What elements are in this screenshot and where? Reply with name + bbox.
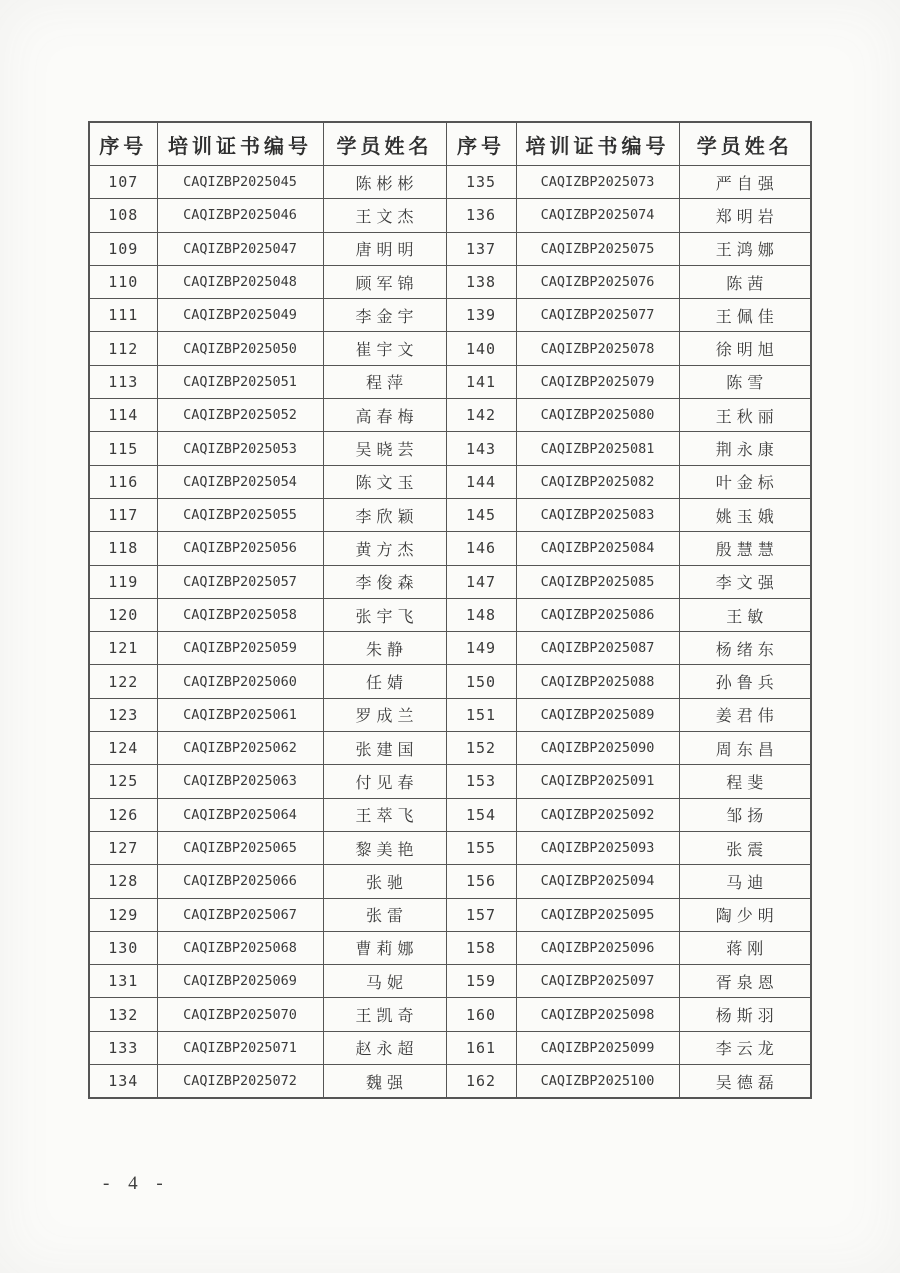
name-cell: 陈彬彬 xyxy=(323,166,446,199)
certificate-cell: CAQIZBP2025070 xyxy=(157,998,323,1031)
certificate-cell: CAQIZBP2025098 xyxy=(516,998,679,1031)
table-row xyxy=(89,332,811,365)
table-row xyxy=(89,399,811,432)
certificate-cell: CAQIZBP2025097 xyxy=(516,965,679,998)
serial-cell: 137 xyxy=(446,232,516,265)
certificate-cell: CAQIZBP2025074 xyxy=(516,199,679,232)
table-row xyxy=(89,1065,811,1099)
serial-cell: 151 xyxy=(446,698,516,731)
table-row xyxy=(89,598,811,631)
table-row xyxy=(89,698,811,731)
serial-cell: 146 xyxy=(446,532,516,565)
serial-cell: 132 xyxy=(89,998,157,1031)
certificate-cell: CAQIZBP2025096 xyxy=(516,931,679,964)
table-row xyxy=(89,465,811,498)
certificate-cell: CAQIZBP2025091 xyxy=(516,765,679,798)
name-cell: 吴晓芸 xyxy=(323,432,446,465)
page-number: - 4 - xyxy=(103,1173,170,1194)
certificate-cell: CAQIZBP2025093 xyxy=(516,831,679,864)
table-row xyxy=(89,898,811,931)
name-cell: 荆永康 xyxy=(679,432,811,465)
name-cell: 魏强 xyxy=(323,1065,446,1099)
certificate-cell: CAQIZBP2025083 xyxy=(516,498,679,531)
table-row xyxy=(89,831,811,864)
serial-cell: 108 xyxy=(89,199,157,232)
serial-cell: 110 xyxy=(89,265,157,298)
name-cell: 程斐 xyxy=(679,765,811,798)
name-cell: 殷慧慧 xyxy=(679,532,811,565)
name-cell: 周东昌 xyxy=(679,732,811,765)
certificate-cell: CAQIZBP2025087 xyxy=(516,632,679,665)
name-cell: 张驰 xyxy=(323,865,446,898)
certificate-cell: CAQIZBP2025051 xyxy=(157,365,323,398)
certificate-cell: CAQIZBP2025061 xyxy=(157,698,323,731)
serial-cell: 113 xyxy=(89,365,157,398)
serial-cell: 147 xyxy=(446,565,516,598)
table-row xyxy=(89,765,811,798)
name-cell: 姜君伟 xyxy=(679,698,811,731)
serial-cell: 159 xyxy=(446,965,516,998)
certificate-cell: CAQIZBP2025055 xyxy=(157,498,323,531)
serial-cell: 136 xyxy=(446,199,516,232)
table-row xyxy=(89,865,811,898)
serial-cell: 152 xyxy=(446,732,516,765)
certificate-cell: CAQIZBP2025092 xyxy=(516,798,679,831)
serial-cell: 117 xyxy=(89,498,157,531)
name-cell: 王鸿娜 xyxy=(679,232,811,265)
name-cell: 马妮 xyxy=(323,965,446,998)
certificate-cell: CAQIZBP2025086 xyxy=(516,598,679,631)
certificate-cell: CAQIZBP2025067 xyxy=(157,898,323,931)
table-row xyxy=(89,232,811,265)
serial-cell: 139 xyxy=(446,299,516,332)
name-cell: 赵永超 xyxy=(323,1031,446,1064)
certificate-cell: CAQIZBP2025068 xyxy=(157,931,323,964)
name-cell: 王敏 xyxy=(679,598,811,631)
name-cell: 胥泉恩 xyxy=(679,965,811,998)
serial-cell: 144 xyxy=(446,465,516,498)
name-cell: 李欣颖 xyxy=(323,498,446,531)
serial-cell: 153 xyxy=(446,765,516,798)
certificate-cell: CAQIZBP2025089 xyxy=(516,698,679,731)
table-row xyxy=(89,265,811,298)
table-row xyxy=(89,732,811,765)
name-cell: 张雷 xyxy=(323,898,446,931)
certificate-cell: CAQIZBP2025073 xyxy=(516,166,679,199)
certificate-cell: CAQIZBP2025090 xyxy=(516,732,679,765)
table-row xyxy=(89,299,811,332)
table-row xyxy=(89,798,811,831)
serial-cell: 155 xyxy=(446,831,516,864)
table-header-row xyxy=(89,122,811,166)
serial-cell: 128 xyxy=(89,865,157,898)
serial-cell: 127 xyxy=(89,831,157,864)
serial-cell: 148 xyxy=(446,598,516,631)
header-certificate-right: 培训证书编号 xyxy=(516,122,679,166)
serial-cell: 122 xyxy=(89,665,157,698)
serial-cell: 123 xyxy=(89,698,157,731)
serial-cell: 150 xyxy=(446,665,516,698)
header-name-right: 学员姓名 xyxy=(679,122,811,166)
certificate-cell: CAQIZBP2025075 xyxy=(516,232,679,265)
serial-cell: 107 xyxy=(89,166,157,199)
serial-cell: 130 xyxy=(89,931,157,964)
serial-cell: 135 xyxy=(446,166,516,199)
serial-cell: 162 xyxy=(446,1065,516,1099)
name-cell: 罗成兰 xyxy=(323,698,446,731)
name-cell: 黄方杰 xyxy=(323,532,446,565)
certificate-cell: CAQIZBP2025050 xyxy=(157,332,323,365)
name-cell: 顾军锦 xyxy=(323,265,446,298)
table-row xyxy=(89,532,811,565)
name-cell: 马迪 xyxy=(679,865,811,898)
trainee-roster-table xyxy=(88,121,812,1099)
table-row xyxy=(89,1031,811,1064)
name-cell: 程萍 xyxy=(323,365,446,398)
serial-cell: 129 xyxy=(89,898,157,931)
roster-table-body xyxy=(89,166,811,1099)
certificate-cell: CAQIZBP2025048 xyxy=(157,265,323,298)
roster-table xyxy=(88,121,812,1099)
table-row xyxy=(89,931,811,964)
serial-cell: 154 xyxy=(446,798,516,831)
name-cell: 王秋丽 xyxy=(679,399,811,432)
certificate-cell: CAQIZBP2025062 xyxy=(157,732,323,765)
name-cell: 蒋刚 xyxy=(679,931,811,964)
name-cell: 李俊森 xyxy=(323,565,446,598)
certificate-cell: CAQIZBP2025079 xyxy=(516,365,679,398)
name-cell: 朱静 xyxy=(323,632,446,665)
table-row xyxy=(89,199,811,232)
certificate-cell: CAQIZBP2025082 xyxy=(516,465,679,498)
certificate-cell: CAQIZBP2025084 xyxy=(516,532,679,565)
serial-cell: 112 xyxy=(89,332,157,365)
header-serial-left: 序号 xyxy=(89,122,157,166)
table-row xyxy=(89,565,811,598)
name-cell: 陶少明 xyxy=(679,898,811,931)
name-cell: 陈茜 xyxy=(679,265,811,298)
table-row xyxy=(89,998,811,1031)
name-cell: 张建国 xyxy=(323,732,446,765)
serial-cell: 158 xyxy=(446,931,516,964)
serial-cell: 140 xyxy=(446,332,516,365)
serial-cell: 124 xyxy=(89,732,157,765)
name-cell: 郑明岩 xyxy=(679,199,811,232)
certificate-cell: CAQIZBP2025064 xyxy=(157,798,323,831)
name-cell: 唐明明 xyxy=(323,232,446,265)
name-cell: 陈文玉 xyxy=(323,465,446,498)
header-serial-right: 序号 xyxy=(446,122,516,166)
certificate-cell: CAQIZBP2025077 xyxy=(516,299,679,332)
name-cell: 吴德磊 xyxy=(679,1065,811,1099)
certificate-cell: CAQIZBP2025078 xyxy=(516,332,679,365)
certificate-cell: CAQIZBP2025081 xyxy=(516,432,679,465)
serial-cell: 111 xyxy=(89,299,157,332)
certificate-cell: CAQIZBP2025080 xyxy=(516,399,679,432)
certificate-cell: CAQIZBP2025065 xyxy=(157,831,323,864)
name-cell: 崔宇文 xyxy=(323,332,446,365)
serial-cell: 149 xyxy=(446,632,516,665)
serial-cell: 141 xyxy=(446,365,516,398)
name-cell: 孙鲁兵 xyxy=(679,665,811,698)
certificate-cell: CAQIZBP2025053 xyxy=(157,432,323,465)
certificate-cell: CAQIZBP2025076 xyxy=(516,265,679,298)
serial-cell: 145 xyxy=(446,498,516,531)
serial-cell: 120 xyxy=(89,598,157,631)
serial-cell: 138 xyxy=(446,265,516,298)
header-name-left: 学员姓名 xyxy=(323,122,446,166)
name-cell: 叶金标 xyxy=(679,465,811,498)
serial-cell: 126 xyxy=(89,798,157,831)
serial-cell: 157 xyxy=(446,898,516,931)
serial-cell: 160 xyxy=(446,998,516,1031)
certificate-cell: CAQIZBP2025100 xyxy=(516,1065,679,1099)
table-row xyxy=(89,498,811,531)
serial-cell: 125 xyxy=(89,765,157,798)
name-cell: 王佩佳 xyxy=(679,299,811,332)
name-cell: 张宇飞 xyxy=(323,598,446,631)
certificate-cell: CAQIZBP2025094 xyxy=(516,865,679,898)
serial-cell: 114 xyxy=(89,399,157,432)
name-cell: 徐明旭 xyxy=(679,332,811,365)
name-cell: 高春梅 xyxy=(323,399,446,432)
serial-cell: 161 xyxy=(446,1031,516,1064)
table-row xyxy=(89,166,811,199)
serial-cell: 109 xyxy=(89,232,157,265)
certificate-cell: CAQIZBP2025088 xyxy=(516,665,679,698)
certificate-cell: CAQIZBP2025072 xyxy=(157,1065,323,1099)
name-cell: 陈雪 xyxy=(679,365,811,398)
name-cell: 严自强 xyxy=(679,166,811,199)
serial-cell: 156 xyxy=(446,865,516,898)
name-cell: 姚玉娥 xyxy=(679,498,811,531)
serial-cell: 119 xyxy=(89,565,157,598)
certificate-cell: CAQIZBP2025058 xyxy=(157,598,323,631)
name-cell: 邹扬 xyxy=(679,798,811,831)
table-row xyxy=(89,965,811,998)
name-cell: 李云龙 xyxy=(679,1031,811,1064)
serial-cell: 142 xyxy=(446,399,516,432)
certificate-cell: CAQIZBP2025047 xyxy=(157,232,323,265)
table-row xyxy=(89,432,811,465)
name-cell: 王萃飞 xyxy=(323,798,446,831)
certificate-cell: CAQIZBP2025063 xyxy=(157,765,323,798)
certificate-cell: CAQIZBP2025069 xyxy=(157,965,323,998)
serial-cell: 115 xyxy=(89,432,157,465)
table-row xyxy=(89,365,811,398)
name-cell: 王文杰 xyxy=(323,199,446,232)
certificate-cell: CAQIZBP2025085 xyxy=(516,565,679,598)
certificate-cell: CAQIZBP2025052 xyxy=(157,399,323,432)
table-row xyxy=(89,665,811,698)
certificate-cell: CAQIZBP2025099 xyxy=(516,1031,679,1064)
certificate-cell: CAQIZBP2025066 xyxy=(157,865,323,898)
certificate-cell: CAQIZBP2025057 xyxy=(157,565,323,598)
certificate-cell: CAQIZBP2025049 xyxy=(157,299,323,332)
name-cell: 曹莉娜 xyxy=(323,931,446,964)
certificate-cell: CAQIZBP2025054 xyxy=(157,465,323,498)
name-cell: 任婧 xyxy=(323,665,446,698)
name-cell: 黎美艳 xyxy=(323,831,446,864)
certificate-cell: CAQIZBP2025045 xyxy=(157,166,323,199)
certificate-cell: CAQIZBP2025059 xyxy=(157,632,323,665)
header-certificate-left: 培训证书编号 xyxy=(157,122,323,166)
name-cell: 张震 xyxy=(679,831,811,864)
name-cell: 付见春 xyxy=(323,765,446,798)
certificate-cell: CAQIZBP2025071 xyxy=(157,1031,323,1064)
name-cell: 杨绪东 xyxy=(679,632,811,665)
serial-cell: 133 xyxy=(89,1031,157,1064)
serial-cell: 118 xyxy=(89,532,157,565)
name-cell: 王凯奇 xyxy=(323,998,446,1031)
serial-cell: 134 xyxy=(89,1065,157,1099)
serial-cell: 121 xyxy=(89,632,157,665)
serial-cell: 131 xyxy=(89,965,157,998)
certificate-cell: CAQIZBP2025095 xyxy=(516,898,679,931)
serial-cell: 116 xyxy=(89,465,157,498)
certificate-cell: CAQIZBP2025056 xyxy=(157,532,323,565)
serial-cell: 143 xyxy=(446,432,516,465)
table-row xyxy=(89,632,811,665)
certificate-cell: CAQIZBP2025046 xyxy=(157,199,323,232)
name-cell: 李文强 xyxy=(679,565,811,598)
name-cell: 李金宇 xyxy=(323,299,446,332)
certificate-cell: CAQIZBP2025060 xyxy=(157,665,323,698)
name-cell: 杨斯羽 xyxy=(679,998,811,1031)
